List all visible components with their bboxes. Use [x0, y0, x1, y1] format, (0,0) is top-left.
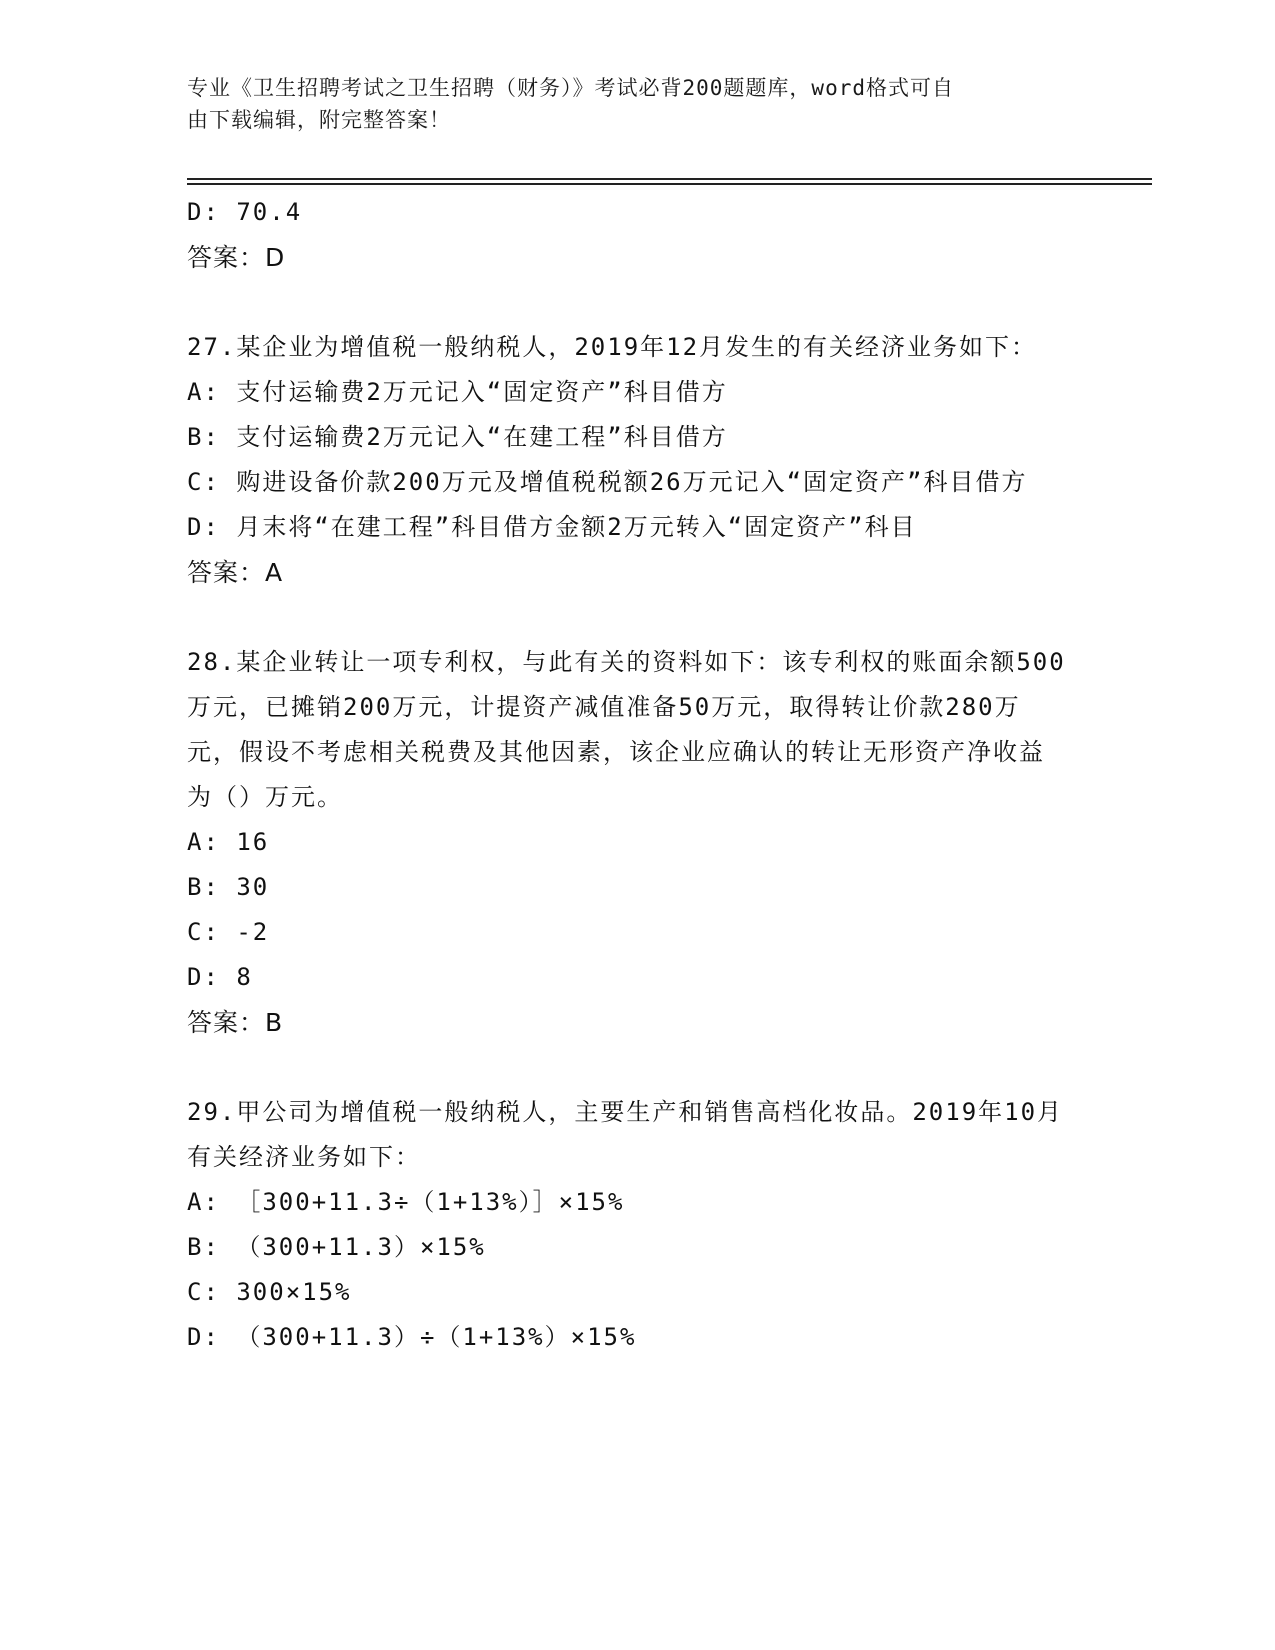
q28-option-a: A: 16 — [187, 828, 270, 856]
spacer — [187, 595, 1067, 640]
q26-option-d: D: 70.4 — [187, 198, 303, 226]
document-body — [187, 190, 1067, 1360]
q28-answer: 答案：B — [187, 1008, 284, 1037]
q29-option-c: C: 300×15% — [187, 1278, 352, 1306]
q28-stem: 28.某企业转让一项专利权，与此有关的资料如下：该专利权的账面余额500万元，已摊销200万元，计提资产减值准备50万元，取得转让价款280万元，假设不考虑相关税费及其他因素，该企业应确认的转让无形资产净收益为（）万元。 — [187, 648, 1066, 811]
q27-answer: 答案：A — [187, 558, 284, 587]
q29-option-a: A: ［300+11.3÷（1+13%）］×15% — [187, 1188, 625, 1216]
question-27 — [187, 325, 1067, 595]
document-header — [187, 72, 1067, 136]
q27-option-a: A: 支付运输费2万元记入“固定资产”科目借方 — [187, 378, 728, 406]
q29-option-b: B: （300+11.3）×15% — [187, 1233, 486, 1261]
question-29 — [187, 1090, 1067, 1360]
q28-option-c: C: -2 — [187, 918, 270, 946]
q27-stem: 27.某企业为增值税一般纳税人，2019年12月发生的有关经济业务如下： — [187, 333, 1038, 361]
q28-option-b: B: 30 — [187, 873, 270, 901]
q27-option-d: D: 月末将“在建工程”科目借方金额2万元转入“固定资产”科目 — [187, 513, 917, 541]
q27-option-b: B: 支付运输费2万元记入“在建工程”科目借方 — [187, 423, 728, 451]
q28-option-d: D: 8 — [187, 963, 253, 991]
spacer — [187, 280, 1067, 325]
header-line-1: 专业《卫生招聘考试之卫生招聘（财务）》考试必背200题题库，word格式可自 — [187, 76, 954, 100]
q29-option-d: D: （300+11.3）÷（1+13%）×15% — [187, 1323, 637, 1351]
spacer — [187, 1045, 1067, 1090]
header-divider-bottom — [187, 183, 1152, 185]
question-26-tail — [187, 190, 1067, 280]
q29-stem: 29.甲公司为增值税一般纳税人，主要生产和销售高档化妆品。2019年10月有关经济业务如下： — [187, 1098, 1064, 1171]
q26-answer: 答案：D — [187, 243, 286, 272]
header-line-2: 由下载编辑，附完整答案！ — [187, 108, 451, 132]
question-28 — [187, 640, 1067, 1045]
q27-option-c: C: 购进设备价款200万元及增值税税额26万元记入“固定资产”科目借方 — [187, 468, 1028, 496]
header-divider-top — [187, 178, 1152, 180]
